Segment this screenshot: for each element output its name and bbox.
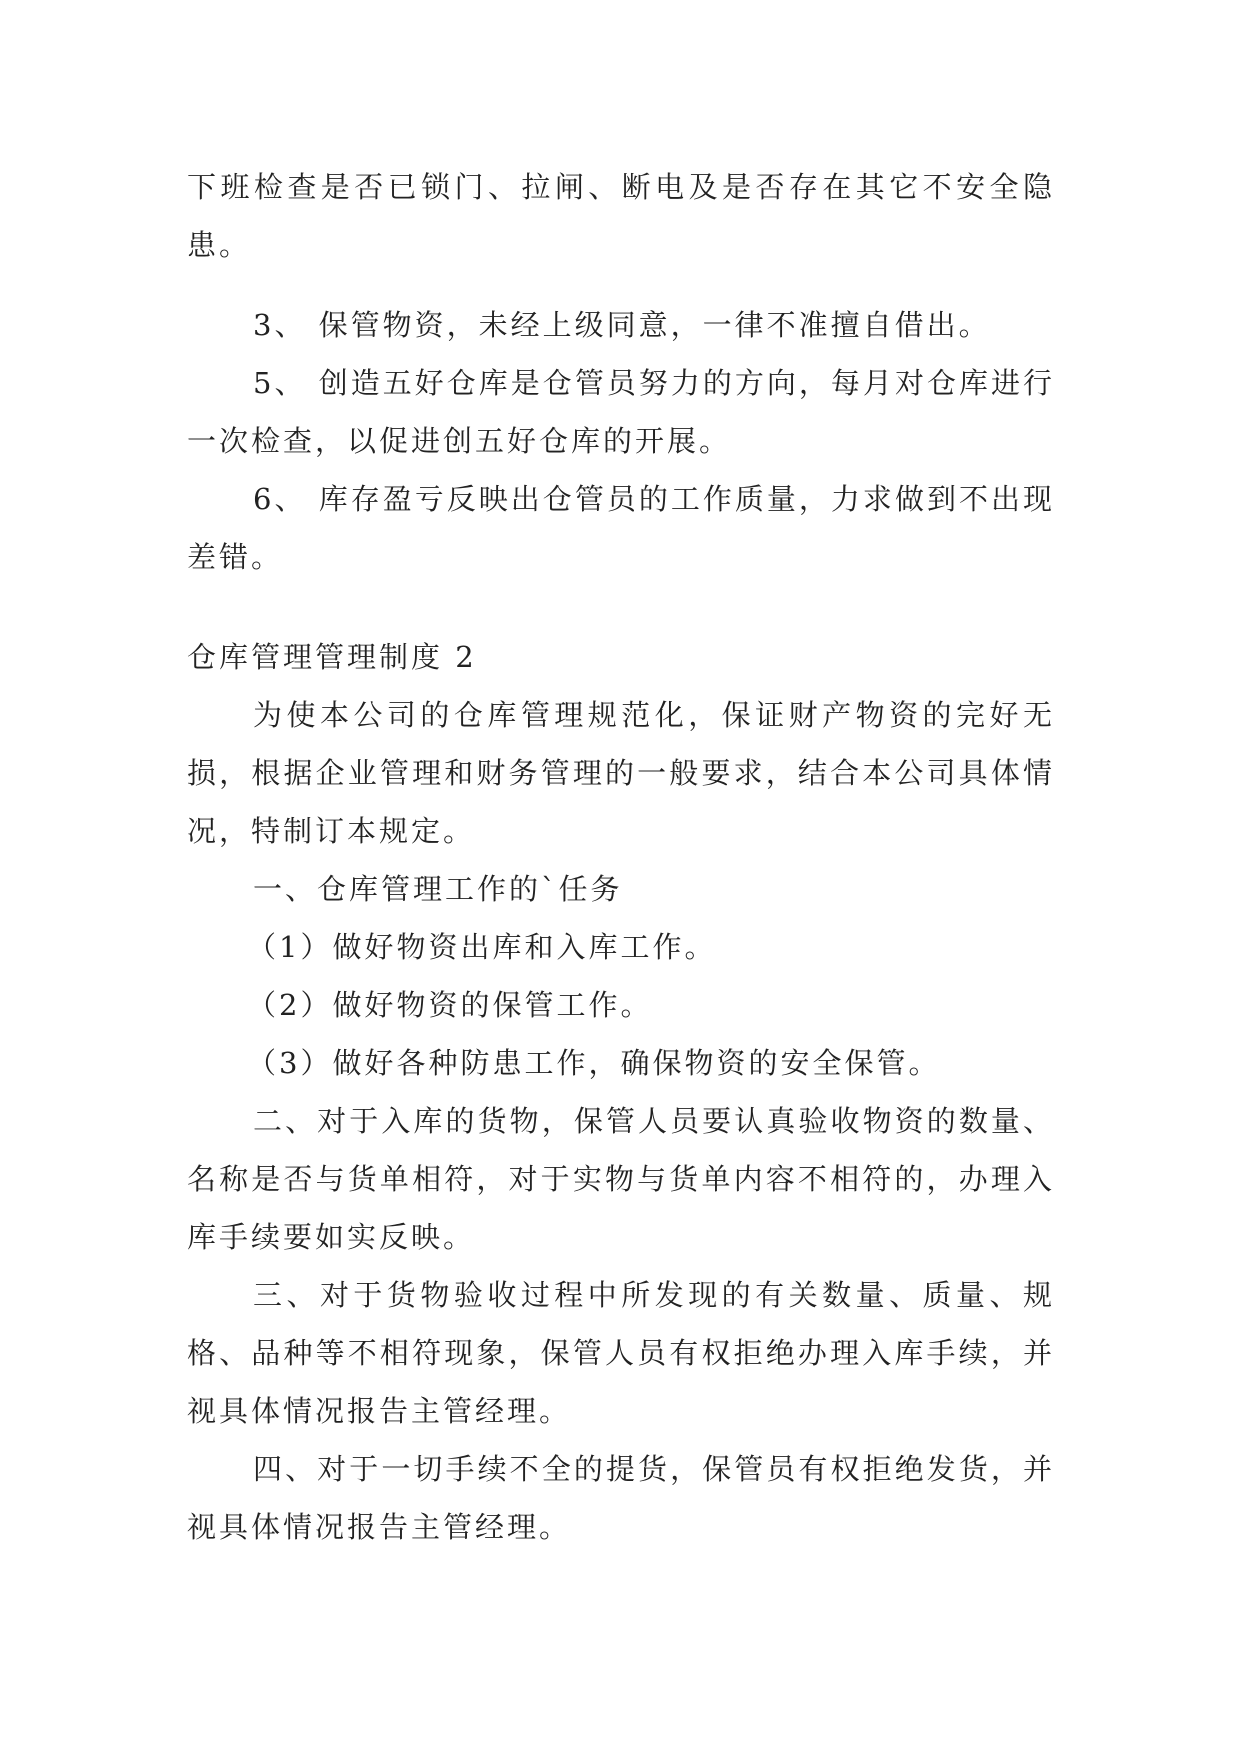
section-two-paragraph: 二、对于入库的货物，保管人员要认真验收物资的数量、名称是否与货单相符，对于实物与货单内容不相符的，办理入库手续要如实反映。 [187,1104,1055,1254]
section-three-paragraph: 三、对于货物验收过程中所发现的有关数量、质量、规格、品种等不相符现象，保管人员有权拒绝办理入库手续，并视具体情况报告主管经理。 [187,1278,1055,1428]
task-item-3: （3）做好各种防患工作，确保物资的安全保管。 [247,1046,941,1080]
document-body [187,158,1055,1556]
rule-item-5: 5、 创造五好仓库是仓管员努力的方向，每月对仓库进行一次检查，以促进创五好仓库的开展。 [187,366,1055,458]
rule-item-6: 6、 库存盈亏反映出仓管员的工作质量，力求做到不出现差错。 [187,482,1055,574]
intro-paragraph: 为使本公司的仓库管理规范化，保证财产物资的完好无损，根据企业管理和财务管理的一般要求，结合本公司具体情况，特制订本规定。 [187,698,1055,848]
rule-item-3: 3、 保管物资，未经上级同意，一律不准擅自借出。 [253,308,991,342]
section-one-title: 一、仓库管理工作的`任务 [253,872,623,906]
section-four-paragraph: 四、对于一切手续不全的提货，保管员有权拒绝发货，并视具体情况报告主管经理。 [187,1452,1055,1544]
task-item-1: （1）做好物资出库和入库工作。 [247,930,717,964]
task-item-2: （2）做好物资的保管工作。 [247,988,653,1022]
section-heading: 仓库管理管理制度 2 [187,640,477,674]
paragraph-safety-check: 下班检查是否已锁门、拉闸、断电及是否存在其它不安全隐患。 [187,170,1055,262]
